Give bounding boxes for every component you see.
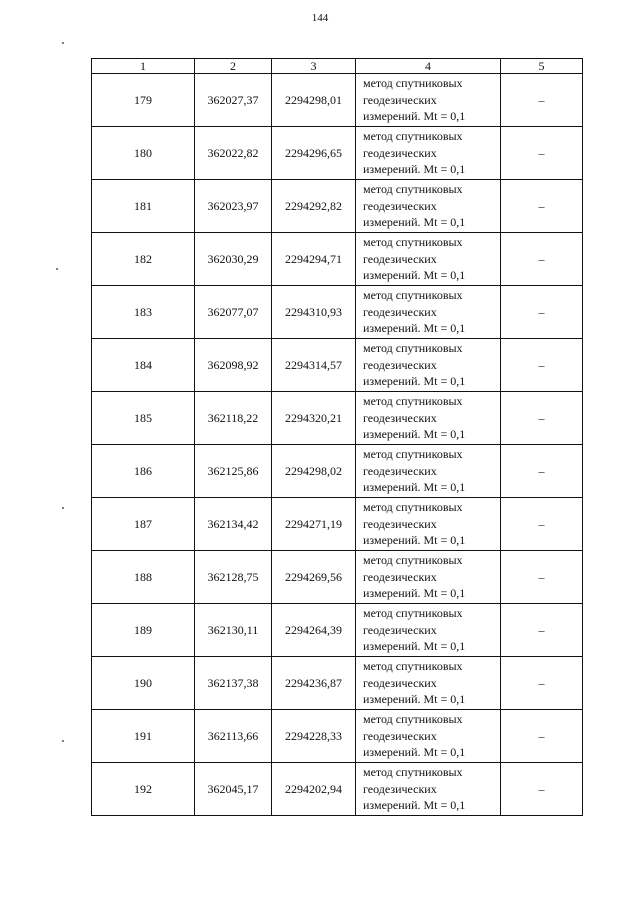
method-text-line: измерений. Mt = 0,1 — [363, 533, 466, 548]
method-text-line: геодезических — [363, 516, 437, 531]
column-header: 1 — [92, 59, 195, 74]
point-number-cell: 192 — [92, 763, 195, 816]
y-coordinate-cell: 2294296,65 — [272, 127, 356, 180]
method-text-line: измерений. Mt = 0,1 — [363, 586, 466, 601]
method-text-line: метод спутниковых — [363, 235, 463, 250]
x-coordinate-cell: 362027,37 — [195, 74, 272, 127]
note-cell: – — [501, 286, 583, 339]
table-row — [92, 498, 583, 551]
method-cell — [356, 710, 501, 763]
table-row — [92, 445, 583, 498]
table-row — [92, 286, 583, 339]
method-cell — [356, 551, 501, 604]
note-cell: – — [501, 445, 583, 498]
method-text-line: метод спутниковых — [363, 659, 463, 674]
point-number-cell: 180 — [92, 127, 195, 180]
point-number-cell: 188 — [92, 551, 195, 604]
method-text-line: геодезических — [363, 92, 437, 107]
method-text-line: метод спутниковых — [363, 500, 463, 515]
table-row — [92, 657, 583, 710]
point-number-cell: 190 — [92, 657, 195, 710]
y-coordinate-cell: 2294320,21 — [272, 392, 356, 445]
method-text-line: измерений. Mt = 0,1 — [363, 692, 466, 707]
method-text-line: геодезических — [363, 569, 437, 584]
table-row — [92, 604, 583, 657]
note-cell: – — [501, 551, 583, 604]
method-text-line: измерений. Mt = 0,1 — [363, 798, 466, 813]
method-text-line: метод спутниковых — [363, 765, 463, 780]
method-cell — [356, 604, 501, 657]
y-coordinate-cell: 2294314,57 — [272, 339, 356, 392]
method-text-line: метод спутниковых — [363, 394, 463, 409]
point-number-cell: 189 — [92, 604, 195, 657]
method-text-line: измерений. Mt = 0,1 — [363, 109, 466, 124]
scan-speck — [62, 740, 64, 742]
method-text-line: измерений. Mt = 0,1 — [363, 268, 466, 283]
method-cell — [356, 127, 501, 180]
table-row — [92, 551, 583, 604]
x-coordinate-cell: 362128,75 — [195, 551, 272, 604]
point-number-cell: 191 — [92, 710, 195, 763]
coordinates-table — [91, 58, 583, 816]
x-coordinate-cell: 362045,17 — [195, 763, 272, 816]
note-cell: – — [501, 710, 583, 763]
table-header-row — [92, 59, 583, 74]
method-text-line: измерений. Mt = 0,1 — [363, 162, 466, 177]
method-cell — [356, 445, 501, 498]
point-number-cell: 181 — [92, 180, 195, 233]
method-text-line: геодезических — [363, 251, 437, 266]
column-header: 3 — [272, 59, 356, 74]
point-number-cell: 184 — [92, 339, 195, 392]
point-number-cell: 185 — [92, 392, 195, 445]
note-cell: – — [501, 498, 583, 551]
method-text-line: метод спутниковых — [363, 553, 463, 568]
method-text-line: измерений. Mt = 0,1 — [363, 745, 466, 760]
x-coordinate-cell: 362022,82 — [195, 127, 272, 180]
y-coordinate-cell: 2294292,82 — [272, 180, 356, 233]
note-cell: – — [501, 233, 583, 286]
x-coordinate-cell: 362113,66 — [195, 710, 272, 763]
method-cell — [356, 180, 501, 233]
method-cell — [356, 392, 501, 445]
y-coordinate-cell: 2294298,01 — [272, 74, 356, 127]
table-row — [92, 392, 583, 445]
y-coordinate-cell: 2294271,19 — [272, 498, 356, 551]
scan-speck — [56, 268, 58, 270]
method-cell — [356, 74, 501, 127]
point-number-cell: 186 — [92, 445, 195, 498]
note-cell: – — [501, 657, 583, 710]
method-text-line: метод спутниковых — [363, 76, 463, 91]
method-text-line: измерений. Mt = 0,1 — [363, 639, 466, 654]
method-text-line: метод спутниковых — [363, 129, 463, 144]
column-header: 2 — [195, 59, 272, 74]
x-coordinate-cell: 362125,86 — [195, 445, 272, 498]
x-coordinate-cell: 362098,92 — [195, 339, 272, 392]
method-cell — [356, 763, 501, 816]
y-coordinate-cell: 2294294,71 — [272, 233, 356, 286]
method-text-line: геодезических — [363, 145, 437, 160]
x-coordinate-cell: 362130,11 — [195, 604, 272, 657]
note-cell: – — [501, 127, 583, 180]
note-cell: – — [501, 74, 583, 127]
point-number-cell: 183 — [92, 286, 195, 339]
y-coordinate-cell: 2294310,93 — [272, 286, 356, 339]
table-row — [92, 233, 583, 286]
y-coordinate-cell: 2294202,94 — [272, 763, 356, 816]
y-coordinate-cell: 2294228,33 — [272, 710, 356, 763]
method-text-line: измерений. Mt = 0,1 — [363, 374, 466, 389]
method-cell — [356, 657, 501, 710]
method-text-line: метод спутниковых — [363, 447, 463, 462]
method-cell — [356, 286, 501, 339]
y-coordinate-cell: 2294264,39 — [272, 604, 356, 657]
table-row — [92, 763, 583, 816]
y-coordinate-cell: 2294298,02 — [272, 445, 356, 498]
method-text-line: геодезических — [363, 728, 437, 743]
method-text-line: измерений. Mt = 0,1 — [363, 321, 466, 336]
method-text-line: геодезических — [363, 304, 437, 319]
method-text-line: геодезических — [363, 463, 437, 478]
x-coordinate-cell: 362137,38 — [195, 657, 272, 710]
method-text-line: метод спутниковых — [363, 288, 463, 303]
table-row — [92, 710, 583, 763]
scan-speck — [62, 42, 64, 44]
method-text-line: геодезических — [363, 622, 437, 637]
method-text-line: измерений. Mt = 0,1 — [363, 480, 466, 495]
table-row — [92, 180, 583, 233]
table-row — [92, 339, 583, 392]
method-text-line: геодезических — [363, 357, 437, 372]
page-number: 144 — [311, 12, 329, 24]
column-header: 4 — [356, 59, 501, 74]
x-coordinate-cell: 362118,22 — [195, 392, 272, 445]
point-number-cell: 182 — [92, 233, 195, 286]
method-text-line: геодезических — [363, 781, 437, 796]
method-text-line: геодезических — [363, 410, 437, 425]
y-coordinate-cell: 2294269,56 — [272, 551, 356, 604]
point-number-cell: 179 — [92, 74, 195, 127]
method-text-line: метод спутниковых — [363, 712, 463, 727]
method-cell — [356, 498, 501, 551]
method-text-line: метод спутниковых — [363, 606, 463, 621]
table-row — [92, 127, 583, 180]
note-cell: – — [501, 763, 583, 816]
table-row — [92, 74, 583, 127]
column-header: 5 — [501, 59, 583, 74]
note-cell: – — [501, 604, 583, 657]
note-cell: – — [501, 339, 583, 392]
point-number-cell: 187 — [92, 498, 195, 551]
method-cell — [356, 339, 501, 392]
method-text-line: метод спутниковых — [363, 341, 463, 356]
x-coordinate-cell: 362134,42 — [195, 498, 272, 551]
method-text-line: геодезических — [363, 198, 437, 213]
x-coordinate-cell: 362023,97 — [195, 180, 272, 233]
note-cell: – — [501, 180, 583, 233]
y-coordinate-cell: 2294236,87 — [272, 657, 356, 710]
x-coordinate-cell: 362030,29 — [195, 233, 272, 286]
method-text-line: измерений. Mt = 0,1 — [363, 427, 466, 442]
method-text-line: измерений. Mt = 0,1 — [363, 215, 466, 230]
scan-speck — [62, 507, 64, 509]
method-text-line: метод спутниковых — [363, 182, 463, 197]
x-coordinate-cell: 362077,07 — [195, 286, 272, 339]
note-cell: – — [501, 392, 583, 445]
method-cell — [356, 233, 501, 286]
method-text-line: геодезических — [363, 675, 437, 690]
